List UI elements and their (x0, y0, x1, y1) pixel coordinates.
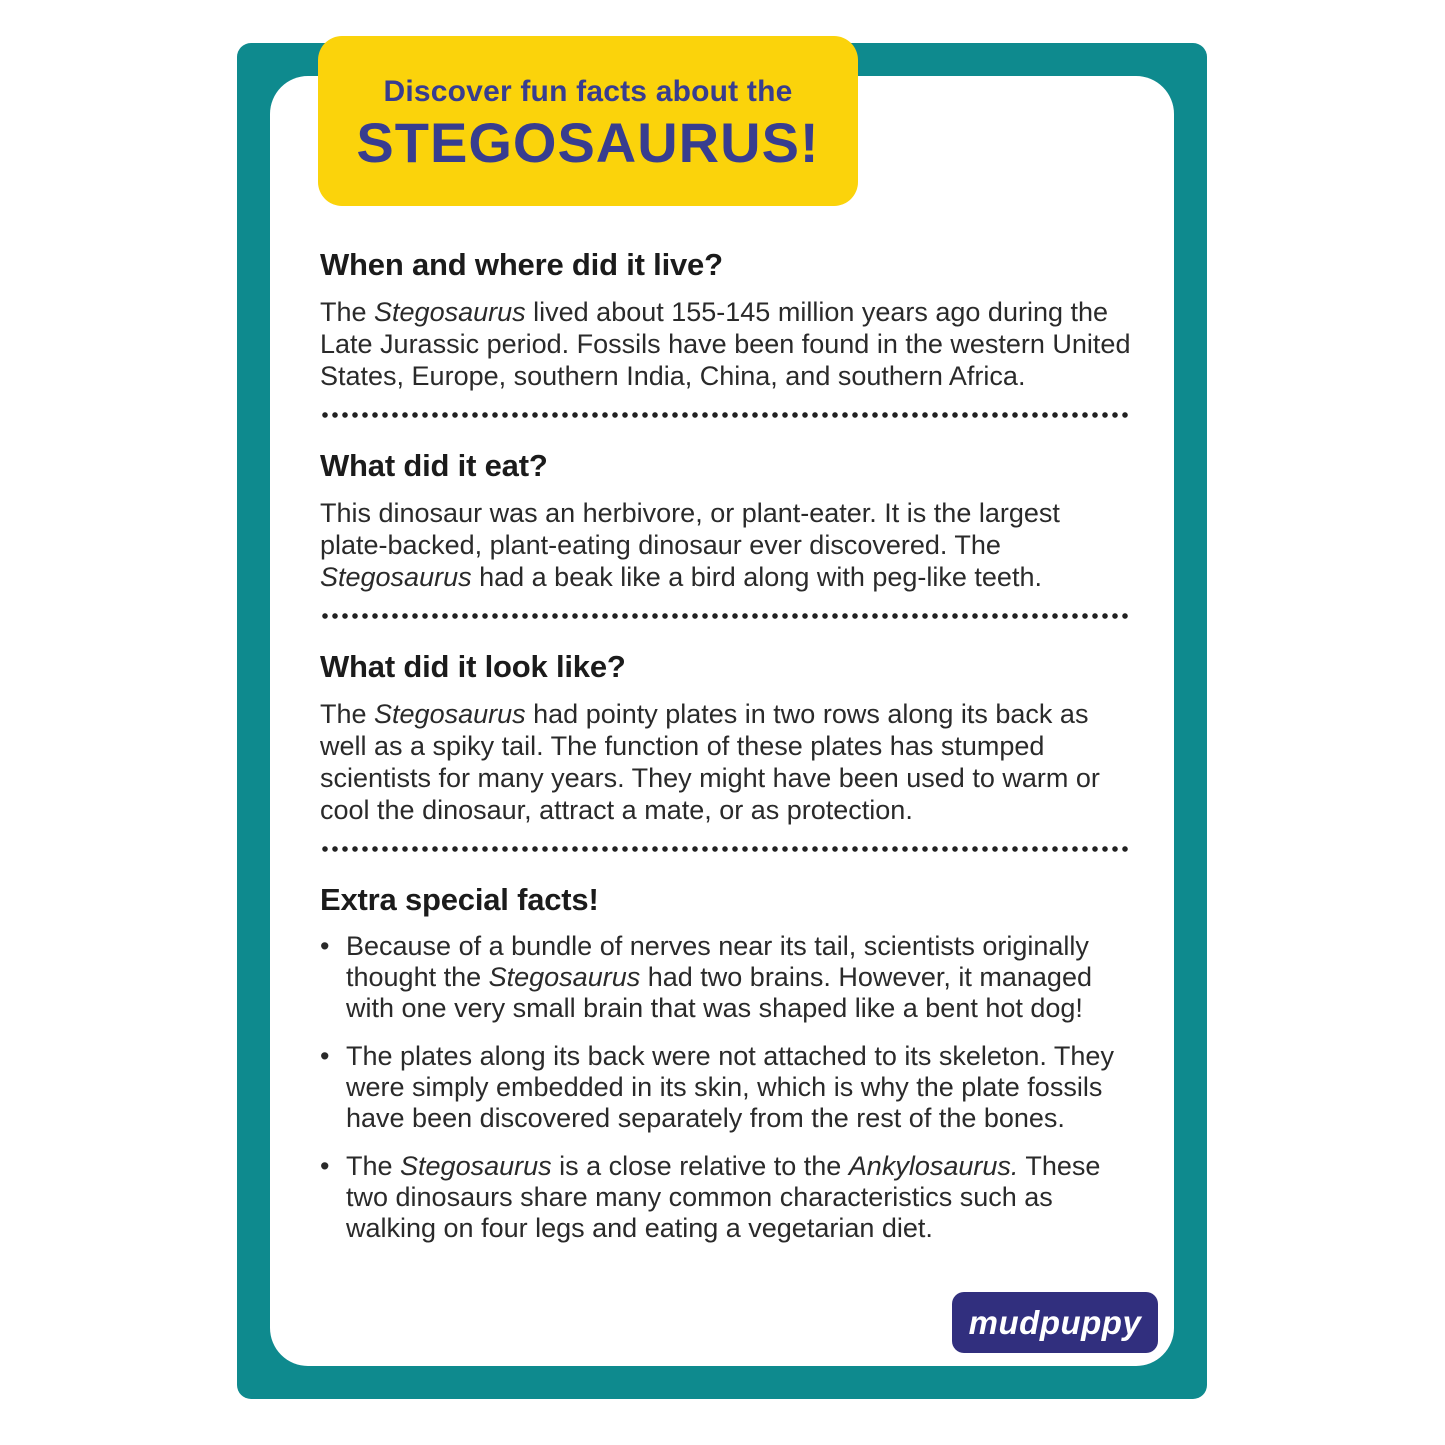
facts-list (320, 931, 1132, 1244)
bullet-marker: • (320, 1151, 330, 1181)
mudpuppy-logo (952, 1292, 1158, 1353)
section-heading: When and where did it live? (320, 247, 723, 282)
section-heading: Extra special facts! (320, 882, 599, 917)
mudpuppy-wordmark: mudpuppy (968, 1303, 1142, 1341)
fact-item (320, 1151, 1132, 1244)
dotted-divider (320, 846, 1132, 852)
fact-item (320, 1041, 1132, 1134)
fact-text: The Stegosaurus is a close relative to the Ankylosaurus. These two dinosaurs share many common characteristics such as walking on four legs and eating a vegetarian diet. (346, 1151, 1101, 1243)
section-heading: What did it eat? (320, 448, 548, 483)
bullet-marker: • (320, 931, 330, 961)
section-paragraph: The Stegosaurus lived about 155-145 million years ago during the Late Jurassic period. Fossils have been found in the western United States, Europe, southern India, China, and southern Africa. (320, 297, 1131, 391)
card-content (320, 247, 1132, 1261)
banner-eyebrow: Discover fun facts about the (383, 74, 793, 108)
section-paragraph: This dinosaur was an herbivore, or plant-eater. It is the largest plate-backed, plant-eating dinosaur ever discovered. The Stegosaurus had a beak like a bird along with peg-like teeth. (320, 498, 1060, 592)
section-extra-special-facts (320, 882, 1132, 1244)
section-paragraph: The Stegosaurus had pointy plates in two rows along its back as well as a spiky tail. The function of these plates has stumped scientists for many years. They might have been used to warm or cool the dinosaur, attract a mate, or as protection. (320, 699, 1100, 825)
title-banner (318, 36, 858, 206)
fact-text: Because of a bundle of nerves near its tail, scientists originally thought the Stegosaurus had two brains. However, it managed with one very small brain that was shaped like a bent hot dog! (346, 931, 1092, 1023)
bullet-marker: • (320, 1041, 330, 1071)
section-what-did-it-eat (320, 448, 1132, 619)
section-when-and-where (320, 247, 1132, 418)
section-what-did-it-look-like (320, 649, 1132, 852)
banner-title: STEGOSAURUS! (356, 110, 820, 174)
section-heading: What did it look like? (320, 649, 626, 684)
dotted-divider (320, 412, 1132, 418)
fact-text: The plates along its back were not attached to its skeleton. They were simply embedded in its skin, which is why the plate fossils have been discovered separately from the rest of the bones. (346, 1041, 1114, 1133)
dotted-divider (320, 613, 1132, 619)
fact-item (320, 931, 1132, 1024)
